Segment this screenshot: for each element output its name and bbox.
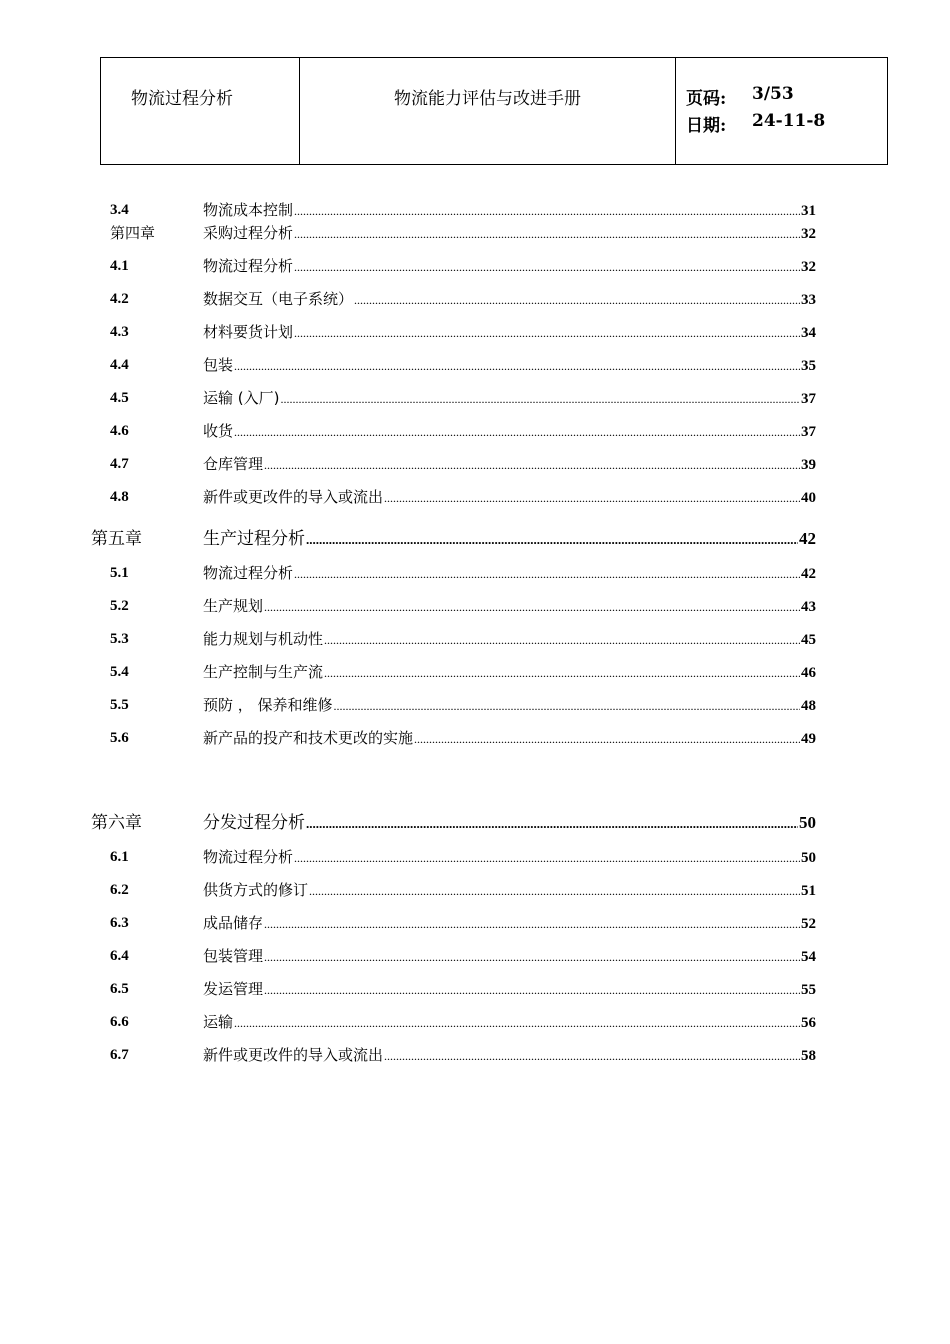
toc-entry-page: 48	[801, 698, 816, 714]
toc-entry-number: 第六章	[91, 813, 142, 833]
document-header	[100, 57, 888, 165]
toc-entry-number: 4.4	[110, 357, 129, 373]
toc-entry-number: 4.3	[110, 324, 129, 340]
toc-entry-title: 仓库管理	[203, 455, 264, 473]
header-section-title: 物流过程分析	[131, 89, 233, 109]
toc-dot-leader	[384, 1045, 800, 1067]
toc-entry[interactable]	[0, 595, 950, 617]
toc-entry-line	[203, 694, 816, 717]
toc-dot-leader	[234, 355, 800, 377]
toc-entry-number: 4.8	[110, 489, 129, 505]
toc-entry[interactable]	[0, 945, 950, 967]
toc-entry[interactable]	[0, 846, 950, 868]
toc-entry[interactable]	[0, 727, 950, 749]
toc-entry-number: 4.7	[110, 456, 129, 472]
toc-entry-number: 5.5	[110, 697, 129, 713]
toc-entry-title: 材料要货计划	[203, 323, 294, 341]
toc-entry-line	[203, 420, 816, 443]
toc-entry-number: 6.5	[110, 981, 129, 997]
toc-dot-leader	[414, 728, 800, 750]
toc-dot-leader	[280, 388, 800, 410]
toc-entry[interactable]	[0, 288, 950, 310]
header-date-row	[686, 111, 887, 138]
toc-entry[interactable]	[0, 387, 950, 409]
toc-entry[interactable]	[0, 321, 950, 343]
toc-entry-page: 55	[801, 982, 816, 998]
toc-entry-number: 5.2	[110, 598, 129, 614]
toc-entry[interactable]	[0, 661, 950, 683]
toc-entry-title: 能力规划与机动性	[203, 630, 324, 648]
toc-entry-line	[203, 1044, 816, 1067]
toc-dot-leader	[306, 527, 798, 553]
toc-dot-leader	[384, 487, 800, 509]
toc-entry-line	[203, 978, 816, 1001]
toc-entry-page: 40	[801, 490, 816, 506]
toc-entry-page: 54	[801, 949, 816, 965]
toc-entry[interactable]	[0, 879, 950, 901]
toc-entry-title: 物流成本控制	[203, 201, 294, 219]
toc-entry-line	[203, 945, 816, 968]
toc-entry-number: 6.3	[110, 915, 129, 931]
toc-dot-leader	[334, 695, 800, 717]
toc-entry[interactable]	[0, 912, 950, 934]
toc-entry[interactable]	[0, 562, 950, 584]
toc-entry-number: 5.4	[110, 664, 129, 680]
toc-entry-line	[203, 810, 816, 837]
toc-entry-title: 包装	[203, 356, 234, 374]
toc-entry-page: 43	[801, 599, 816, 615]
toc-entry-line	[203, 727, 816, 750]
toc-dot-leader	[354, 289, 800, 311]
toc-entry-number: 第四章	[110, 224, 156, 242]
toc-entry-page: 50	[799, 813, 816, 832]
toc-entry-line	[203, 595, 816, 618]
toc-entry-page: 52	[801, 916, 816, 932]
toc-entry-page: 46	[801, 665, 816, 681]
toc-entry-page: 37	[801, 391, 816, 407]
toc-entry[interactable]	[0, 420, 950, 442]
toc-entry-number: 第五章	[91, 529, 142, 549]
toc-entry-line	[203, 453, 816, 476]
toc-entry-line	[203, 879, 816, 902]
toc-entry-page: 51	[801, 883, 816, 899]
toc-dot-leader	[264, 454, 800, 476]
toc-entry-title: 生产控制与生产流	[203, 663, 324, 681]
toc-entry-title: 物流过程分析	[203, 257, 294, 275]
toc-entry[interactable]	[0, 354, 950, 376]
toc-entry-page: 32	[801, 259, 816, 275]
header-document-title: 物流能力评估与改进手册	[394, 89, 581, 109]
header-meta-cell	[676, 58, 887, 164]
toc-entry-title: 运输	[203, 1013, 234, 1031]
toc-entry-number: 5.3	[110, 631, 129, 647]
toc-entry-page: 49	[801, 731, 816, 747]
toc-entry-number: 6.1	[110, 849, 129, 865]
toc-entry[interactable]	[0, 222, 950, 244]
toc-entry-page: 31	[801, 203, 816, 219]
toc-entry-number: 4.6	[110, 423, 129, 439]
toc-entry-page: 56	[801, 1015, 816, 1031]
toc-entry-number: 5.6	[110, 730, 129, 746]
toc-entry-line	[203, 846, 816, 869]
header-page-row	[686, 84, 887, 111]
toc-dot-leader	[324, 629, 800, 651]
toc-dot-leader	[306, 811, 798, 837]
toc-entry-page: 32	[801, 226, 816, 242]
toc-entry-line	[203, 486, 816, 509]
toc-entry-line	[203, 1011, 816, 1034]
toc-entry-title: 收货	[203, 422, 234, 440]
toc-dot-leader	[294, 563, 800, 585]
toc-entry-line	[203, 354, 816, 377]
toc-entry[interactable]	[0, 978, 950, 1000]
toc-entry-title: 成品储存	[203, 914, 264, 932]
toc-entry-title: 生产过程分析	[203, 529, 305, 549]
toc-entry-line	[203, 255, 816, 278]
toc-entry-line	[203, 661, 816, 684]
toc-dot-leader	[324, 662, 800, 684]
toc-entry-line	[203, 562, 816, 585]
toc-dot-leader	[264, 913, 800, 935]
toc-entry[interactable]	[0, 810, 950, 836]
toc-dot-leader	[264, 596, 800, 618]
toc-entry[interactable]	[0, 694, 950, 716]
toc-entry[interactable]	[0, 628, 950, 650]
toc-entry-title: 新件或更改件的导入或流出	[203, 488, 384, 506]
toc-entry-line	[203, 288, 816, 311]
toc-entry-title: 包装管理	[203, 947, 264, 965]
toc-entry-page: 39	[801, 457, 816, 473]
toc-entry-title: 发运管理	[203, 980, 264, 998]
toc-entry-title: 供货方式的修订	[203, 881, 309, 899]
page-value: 3/53	[752, 84, 794, 104]
date-value: 24-11-8	[752, 111, 826, 131]
toc-entry-title: 生产规划	[203, 597, 264, 615]
toc-entry[interactable]	[0, 1044, 950, 1066]
toc-entry-number: 6.7	[110, 1047, 129, 1063]
toc-entry-title: 新产品的投产和技术更改的实施	[203, 729, 414, 747]
toc-entry-page: 50	[801, 850, 816, 866]
toc-entry-number: 3.4	[110, 202, 129, 218]
toc-entry-line	[203, 526, 816, 553]
toc-entry-title: 新件或更改件的导入或流出	[203, 1046, 384, 1064]
date-label: 日期:	[686, 116, 727, 136]
toc-entry-page: 37	[801, 424, 816, 440]
toc-entry-line	[203, 912, 816, 935]
toc-entry-number: 4.2	[110, 291, 129, 307]
toc-entry-number: 4.1	[110, 258, 129, 274]
toc-entry-title: 物流过程分析	[203, 564, 294, 582]
toc-entry[interactable]	[0, 1011, 950, 1033]
toc-dot-leader	[294, 223, 800, 245]
toc-entry[interactable]	[0, 453, 950, 475]
toc-entry-title: 采购过程分析	[203, 224, 294, 242]
toc-entry[interactable]	[0, 255, 950, 277]
toc-entry-page: 58	[801, 1048, 816, 1064]
toc-entry-title: 预防 ， 保养和维修	[203, 696, 333, 714]
toc-dot-leader	[294, 322, 800, 344]
toc-entry-line	[203, 321, 816, 344]
toc-entry-title: 分发过程分析	[203, 813, 305, 833]
toc-dot-leader	[264, 946, 800, 968]
toc-dot-leader	[294, 256, 800, 278]
toc-dot-leader	[264, 979, 800, 1001]
toc-entry-line	[203, 628, 816, 651]
toc-entry-page: 33	[801, 292, 816, 308]
toc-dot-leader	[234, 1012, 800, 1034]
toc-entry-page: 35	[801, 358, 816, 374]
toc-entry-line	[203, 199, 816, 222]
toc-entry-title: 运输 (入厂)	[203, 389, 280, 407]
header-section-cell	[101, 58, 300, 164]
page-label: 页码:	[686, 89, 727, 109]
toc-entry-page: 42	[799, 529, 816, 548]
toc-entry[interactable]	[0, 526, 950, 552]
toc-entry-number: 5.1	[110, 565, 129, 581]
toc-entry-page: 45	[801, 632, 816, 648]
toc-entry-number: 4.5	[110, 390, 129, 406]
toc-dot-leader	[294, 847, 800, 869]
toc-entry[interactable]	[0, 199, 950, 221]
toc-entry-number: 6.2	[110, 882, 129, 898]
toc-entry-line	[203, 387, 816, 410]
toc-entry-number: 6.4	[110, 948, 129, 964]
header-title-cell	[300, 58, 676, 164]
toc-entry-title: 数据交互（电子系统）	[203, 290, 354, 308]
toc-dot-leader	[234, 421, 800, 443]
toc-entry-title: 物流过程分析	[203, 848, 294, 866]
toc-dot-leader	[309, 880, 800, 902]
toc-entry[interactable]	[0, 486, 950, 508]
toc-entry-number: 6.6	[110, 1014, 129, 1030]
toc-entry-line	[203, 222, 816, 245]
toc-dot-leader	[294, 200, 800, 222]
toc-entry-page: 34	[801, 325, 816, 341]
toc-entry-page: 42	[801, 566, 816, 582]
